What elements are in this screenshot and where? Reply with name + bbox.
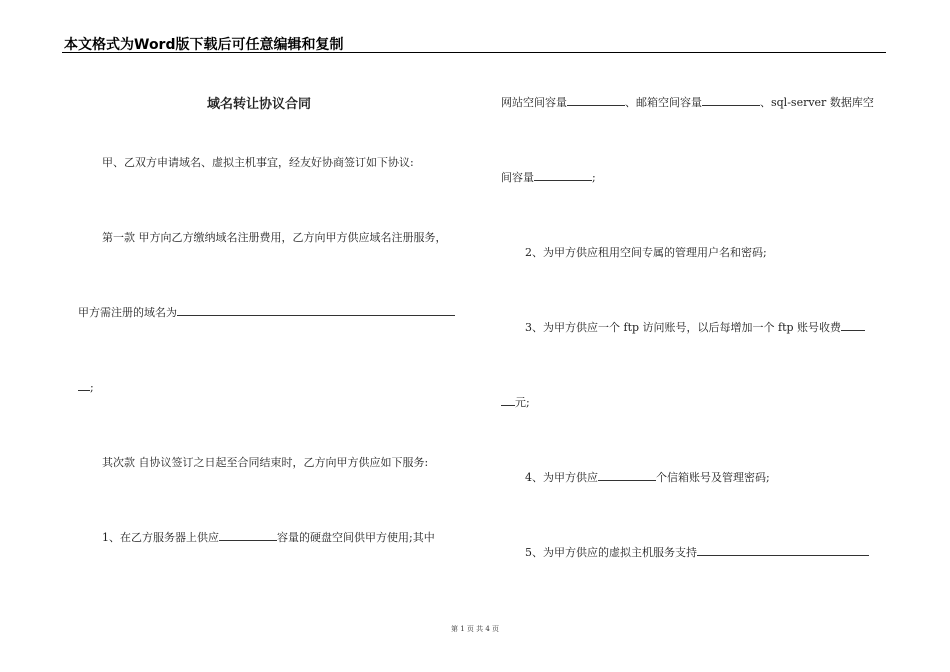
item1-suffix: 容量的硬盘空间供甲方使用;其中 [277, 531, 435, 544]
item4-blank [598, 469, 656, 481]
clause1-paragraph [102, 229, 447, 245]
capacity-web-label: 网站空间容量 [501, 96, 567, 109]
header-divider [62, 52, 886, 53]
item4-suffix: 个信箱账号及管理密码; [656, 471, 770, 484]
domain-blank [177, 304, 455, 316]
item3-line-end [501, 394, 530, 410]
item2-line [525, 244, 767, 260]
item3-blank [841, 319, 865, 331]
domain-end-text: ; [90, 381, 94, 394]
domain-label: 甲方需注册的域名为 [78, 306, 177, 319]
capacity-sql-label: 、sql-server 数据库空 [760, 96, 874, 109]
document-title: 域名转让协议合同 [207, 97, 312, 112]
capacity-sql-cont: 间容量 [501, 171, 534, 184]
capacity-web-blank [567, 94, 625, 106]
domain-line-end [78, 379, 94, 394]
item5-text: 5、为甲方供应的虚拟主机服务支持 [525, 546, 697, 559]
capacity-line-cont [501, 169, 596, 185]
item1-prefix: 1、在乙方服务器上供应 [102, 531, 219, 544]
domain-line [78, 304, 455, 320]
clause2-text: 其次款 自协议签订之日起至合同结束时，乙方向甲方供应如下服务: [102, 456, 429, 469]
item5-blank [697, 544, 869, 556]
item3-blank-end [501, 394, 515, 406]
intro-paragraph [102, 154, 414, 170]
capacity-line [501, 94, 874, 110]
item1-line [102, 529, 435, 545]
capacity-sql-blank [534, 169, 592, 181]
item1-blank [219, 529, 277, 541]
item2-text: 2、为甲方供应租用空间专属的管理用户名和密码; [525, 246, 767, 259]
item3-end-text: 元; [515, 396, 530, 409]
clause2-paragraph [102, 454, 428, 470]
item4-line [525, 469, 770, 485]
capacity-mail-blank [702, 94, 760, 106]
page-footer: 第 1 页 共 4 页 [450, 625, 500, 633]
item3-text: 3、为甲方供应一个 ftp 访问账号，以后每增加一个 ftp 账号收费 [525, 321, 842, 334]
item3-line [525, 319, 865, 335]
domain-blank-end [78, 379, 90, 391]
page-header-text: 本文格式为Word版下载后可任意编辑和复制 [64, 37, 344, 53]
clause1-text: 第一款 甲方向乙方缴纳域名注册费用，乙方向甲方供应域名注册服务， [102, 231, 447, 244]
item5-line [525, 544, 869, 560]
intro-text: 甲、乙双方申请域名、虚拟主机事宜，经友好协商签订如下协议: [102, 156, 414, 169]
item4-prefix: 4、为甲方供应 [525, 471, 598, 484]
capacity-end-text: ; [592, 171, 596, 184]
capacity-mail-label: 、邮箱空间容量 [625, 96, 702, 109]
